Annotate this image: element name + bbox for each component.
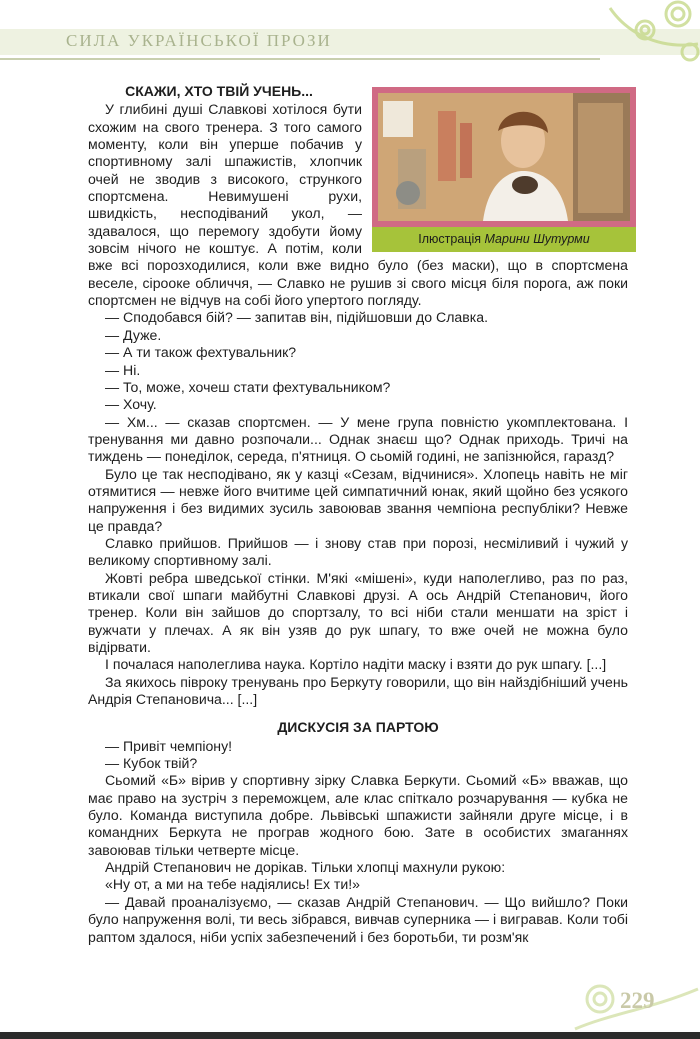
illustration-figure xyxy=(372,87,636,252)
paragraph: У глибині душі Славкові хотілося бути схожим на свого тренера. З того самого моменту, коли він уперше побачив у спортивному залі шпажистів, хлопчик очей не зводив з високого, стрункого спортсмена. Невимушені рухи, швидкість, несподіваний укол, — здавалося, що перемогу здобути йому зовсім нічого не коштує. А потім, коли вже всі порозходилися, коли вже видно було (без маски), що в спортсмена веселе, сірооке обличчя, — Славко не рушив зі свого місця біля порога, аж поки спортсмен не відчув на собі його упертого погляду. xyxy=(88,101,628,309)
paragraph: — Кубок твій? xyxy=(105,755,198,772)
section-title-1: СКАЖИ, ХТО ТВІЙ УЧЕНЬ... xyxy=(125,83,313,99)
paragraph: — Привіт чемпіону! xyxy=(105,737,233,754)
paragraph: Андрій Степанович не дорікав. Тільки хлопці махнули рукою: xyxy=(105,859,506,876)
caption-prefix: Ілюстрація xyxy=(418,232,482,246)
paragraph: Було це так несподівано, як у казці «Сезам, відчинися». Хлопець навіть не міг отямитися — невже його вчитиме цей симпатичний юнак, який щойно без усякого напруження і без видимих зусиль завоював звання чемпіона республіки? Невже це правда? xyxy=(88,465,628,534)
paragraph: «Ну от, а ми на тебе надіялись! Ех ти!» xyxy=(105,876,361,893)
paragraph: — Сподобався бій? — запитав він, підійшовши до Славка. xyxy=(105,309,488,326)
paragraph: За якихось півроку тренувань про Беркуту говорили, що він найздібніший учень Андрія Степановича... [...] xyxy=(88,673,628,708)
paragraph: Жовті ребра шведської стінки. М'які «мішені», куди наполегливо, раз по раз, втикали свої шпаги майбутні Славкові друзі. А ось Андрій Степанович, його тренер. Коли він зайшов до спортзалу, то всі ніби стали меншати на зріст і вужчати у плечах. А як він узяв до рук шпагу, то вже очей не можна було відірвати. xyxy=(88,569,628,655)
section-title-2: ДИСКУСІЯ ЗА ПАРТОЮ xyxy=(277,719,439,736)
paragraph: Славко прийшов. Прийшов — і знову став при порозі, несміливий і чужий у великому спортивному залі. xyxy=(88,534,628,569)
illustration-caption xyxy=(372,227,636,252)
paragraph: — Ні. xyxy=(105,361,141,378)
main-text-column xyxy=(88,83,628,946)
paragraph: — Хочу. xyxy=(105,396,157,413)
illustration-image xyxy=(378,93,630,221)
paragraph: — То, може, хочеш стати фехтувальником? xyxy=(105,378,391,395)
swirl-ornament-top xyxy=(550,0,700,70)
paragraph: І почалася наполеглива наука. Кортіло надіти маску і взяти до рук шпагу. [...] xyxy=(105,656,607,673)
paragraph: — Хм... — сказав спортсмен. — У мене група повністю укомплектована. І тренування ми давно розпочали... Однак знаєш що? Однак приходь. Тричі на тиждень — понеділок, середа, п'ятниця. О сьомій годині, не запізнюйся, гаразд? xyxy=(88,413,628,465)
paragraph: — А ти також фехтувальник? xyxy=(105,344,297,361)
paragraph: — Дуже. xyxy=(105,326,162,343)
page-number: 229 xyxy=(620,988,655,1013)
illustration-drawing xyxy=(378,93,630,221)
caption-illustrator-name: Марини Шутурми xyxy=(484,232,590,246)
running-header-title: СИЛА УКРАЇНСЬКОЇ ПРОЗИ xyxy=(66,31,332,50)
bottom-edge-bar xyxy=(0,1032,700,1039)
paragraph: — Давай проаналізуємо, — сказав Андрій Степанович. — Що вийшло? Поки було напруження волі, ти весь зібрався, вивчав суперника — і вигравав. Коли тобі раптом здалося, ніби успіх забезпечений і без боротьби, ти розм'як xyxy=(88,893,628,945)
header-rule xyxy=(0,58,600,60)
paragraph: Сьомий «Б» вірив у спортивну зірку Славка Беркути. Сьомий «Б» вважав, що має право на зустріч з переможцем, але клас спіткало розчарування — кубка не було. Команда виступила добре. Львівські шпажисти зайняли друге місце, і в командних Беркута не програв жодного бою. Зате в особистих змаганнях завоював тільки четверте місце. xyxy=(88,772,628,858)
